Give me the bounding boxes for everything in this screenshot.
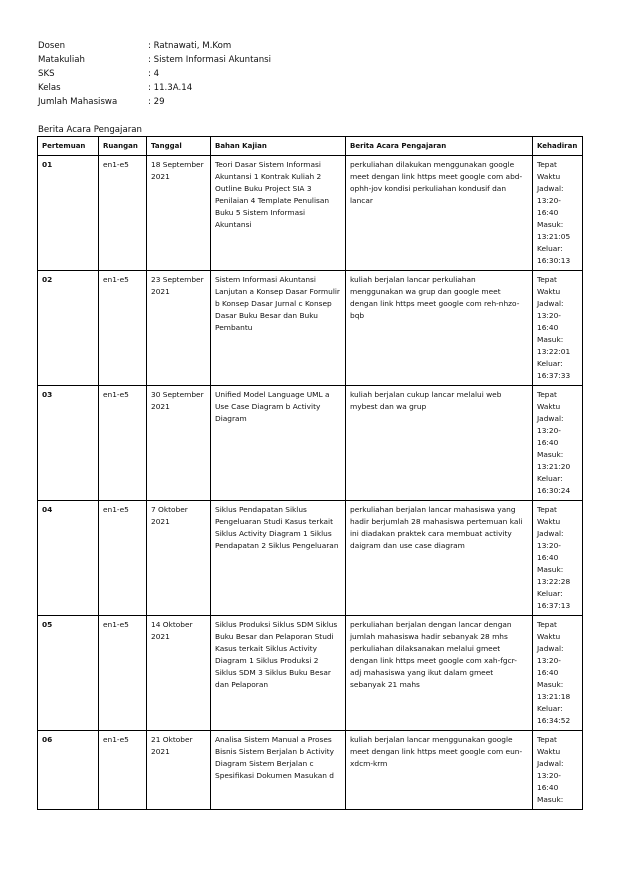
info-value: : 11.3A.14 (148, 83, 193, 93)
cell-kehadiran: Tepat Waktu Jadwal: 13:20-16:40 Masuk: 13:22:01 Keluar: 16:37:33 (533, 271, 583, 386)
info-value: : Ratnawati, M.Kom (148, 41, 232, 51)
cell-pertemuan: 02 (38, 271, 99, 386)
cell-tanggal: 18 September 2021 (147, 156, 211, 271)
course-info (38, 39, 271, 109)
header-kehadiran: Kehadiran (533, 137, 583, 156)
cell-tanggal: 7 Oktober 2021 (147, 501, 211, 616)
cell-pertemuan: 05 (38, 616, 99, 731)
table-row (38, 386, 583, 501)
cell-pertemuan: 01 (38, 156, 99, 271)
header-pertemuan: Pertemuan (38, 137, 99, 156)
cell-ruangan: en1-e5 (99, 156, 147, 271)
cell-ruangan: en1-e5 (99, 616, 147, 731)
cell-tanggal: 21 Oktober 2021 (147, 731, 211, 810)
cell-bahan-kajian: Teori Dasar Sistem Informasi Akuntansi 1 Kontrak Kuliah 2 Outline Buku Project SIA 3 Penilaian 4 Template Penulisan Buku 5 Sistem Informasi Akuntansi (211, 156, 346, 271)
cell-berita-acara: kuliah berjalan lancar menggunakan google meet dengan link https meet google com eun-xdcm-krm (346, 731, 533, 810)
cell-berita-acara: kuliah berjalan lancar perkuliahan menggunakan wa grup dan google meet dengan link https meet google com reh-nhzo-bqb (346, 271, 533, 386)
cell-bahan-kajian: Analisa Sistem Manual a Proses Bisnis Sistem Berjalan b Activity Diagram Sistem Berjalan c Spesifikasi Dokumen Masukan d (211, 731, 346, 810)
info-row-kelas (38, 81, 271, 95)
cell-tanggal: 30 September 2021 (147, 386, 211, 501)
cell-kehadiran: Tepat Waktu Jadwal: 13:20-16:40 Masuk: (533, 731, 583, 810)
cell-kehadiran: Tepat Waktu Jadwal: 13:20-16:40 Masuk: 13:21:05 Keluar: 16:30:13 (533, 156, 583, 271)
cell-berita-acara: kuliah berjalan cukup lancar melalui web mybest dan wa grup (346, 386, 533, 501)
cell-bahan-kajian: Sistem Informasi Akuntansi Lanjutan a Konsep Dasar Formulir b Konsep Dasar Jurnal c Konsep Dasar Buku Besar dan Buku Pembantu (211, 271, 346, 386)
header-berita-acara: Berita Acara Pengajaran (346, 137, 533, 156)
info-label: Kelas (38, 83, 61, 93)
info-label: SKS (38, 69, 55, 79)
info-row-sks (38, 67, 271, 81)
table-row (38, 271, 583, 386)
cell-berita-acara: perkuliahan berjalan dengan lancar dengan jumlah mahasiswa hadir sebanyak 28 mhs perkuliahan dilaksanakan melalui gmeet dengan link https meet google com xah-fgcr-adj mahasiswa yang ikut dalam gmeet sebanyak 21 mahs (346, 616, 533, 731)
table-header-row (38, 137, 583, 156)
info-label: Jumlah Mahasiswa (38, 97, 118, 107)
cell-kehadiran: Tepat Waktu Jadwal: 13:20-16:40 Masuk: 13:22:28 Keluar: 16:37:13 (533, 501, 583, 616)
cell-pertemuan: 06 (38, 731, 99, 810)
header-bahan-kajian: Bahan Kajian (211, 137, 346, 156)
cell-ruangan: en1-e5 (99, 271, 147, 386)
cell-tanggal: 14 Oktober 2021 (147, 616, 211, 731)
cell-kehadiran: Tepat Waktu Jadwal: 13:20-16:40 Masuk: 13:21:18 Keluar: 16:34:52 (533, 616, 583, 731)
info-label: Dosen (38, 41, 66, 51)
table-row (38, 731, 583, 810)
teaching-record-table (37, 136, 583, 810)
table-row (38, 616, 583, 731)
info-value: : 29 (148, 97, 165, 107)
cell-kehadiran: Tepat Waktu Jadwal: 13:20-16:40 Masuk: 13:21:20 Keluar: 16:30:24 (533, 386, 583, 501)
info-row-dosen (38, 39, 271, 53)
info-value: : 4 (148, 69, 160, 79)
info-value: : Sistem Informasi Akuntansi (148, 55, 272, 65)
header-ruangan: Ruangan (99, 137, 147, 156)
info-row-jumlah-mahasiswa (38, 95, 271, 109)
cell-berita-acara: perkuliahan dilakukan menggunakan google meet dengan link https meet google com abd-ophh-jov kondisi perkuliahan kondusif dan lancar (346, 156, 533, 271)
header-tanggal: Tanggal (147, 137, 211, 156)
cell-ruangan: en1-e5 (99, 386, 147, 501)
info-row-matakuliah (38, 53, 271, 67)
cell-bahan-kajian: Unified Model Language UML a Use Case Diagram b Activity Diagram (211, 386, 346, 501)
cell-pertemuan: 04 (38, 501, 99, 616)
cell-bahan-kajian: Siklus Produksi Siklus SDM Siklus Buku Besar dan Pelaporan Studi Kasus terkait Siklus Activity Diagram 1 Siklus Produksi 2 Siklus SDM 3 Siklus Buku Besar dan Pelaporan (211, 616, 346, 731)
cell-pertemuan: 03 (38, 386, 99, 501)
cell-bahan-kajian: Siklus Pendapatan Siklus Pengeluaran Studi Kasus terkait Siklus Activity Diagram 1 Siklus Pendapatan 2 Siklus Pengeluaran (211, 501, 346, 616)
table-row (38, 156, 583, 271)
table-row (38, 501, 583, 616)
cell-berita-acara: perkuliahan berjalan lancar mahasiswa yang hadir berjumlah 28 mahasiswa pertemuan kali ini diadakan praktek cara membuat activity daigram dan use case diagram (346, 501, 533, 616)
info-label: Matakuliah (38, 55, 85, 65)
section-title: Berita Acara Pengajaran (38, 125, 142, 135)
cell-ruangan: en1-e5 (99, 731, 147, 810)
cell-ruangan: en1-e5 (99, 501, 147, 616)
cell-tanggal: 23 September 2021 (147, 271, 211, 386)
